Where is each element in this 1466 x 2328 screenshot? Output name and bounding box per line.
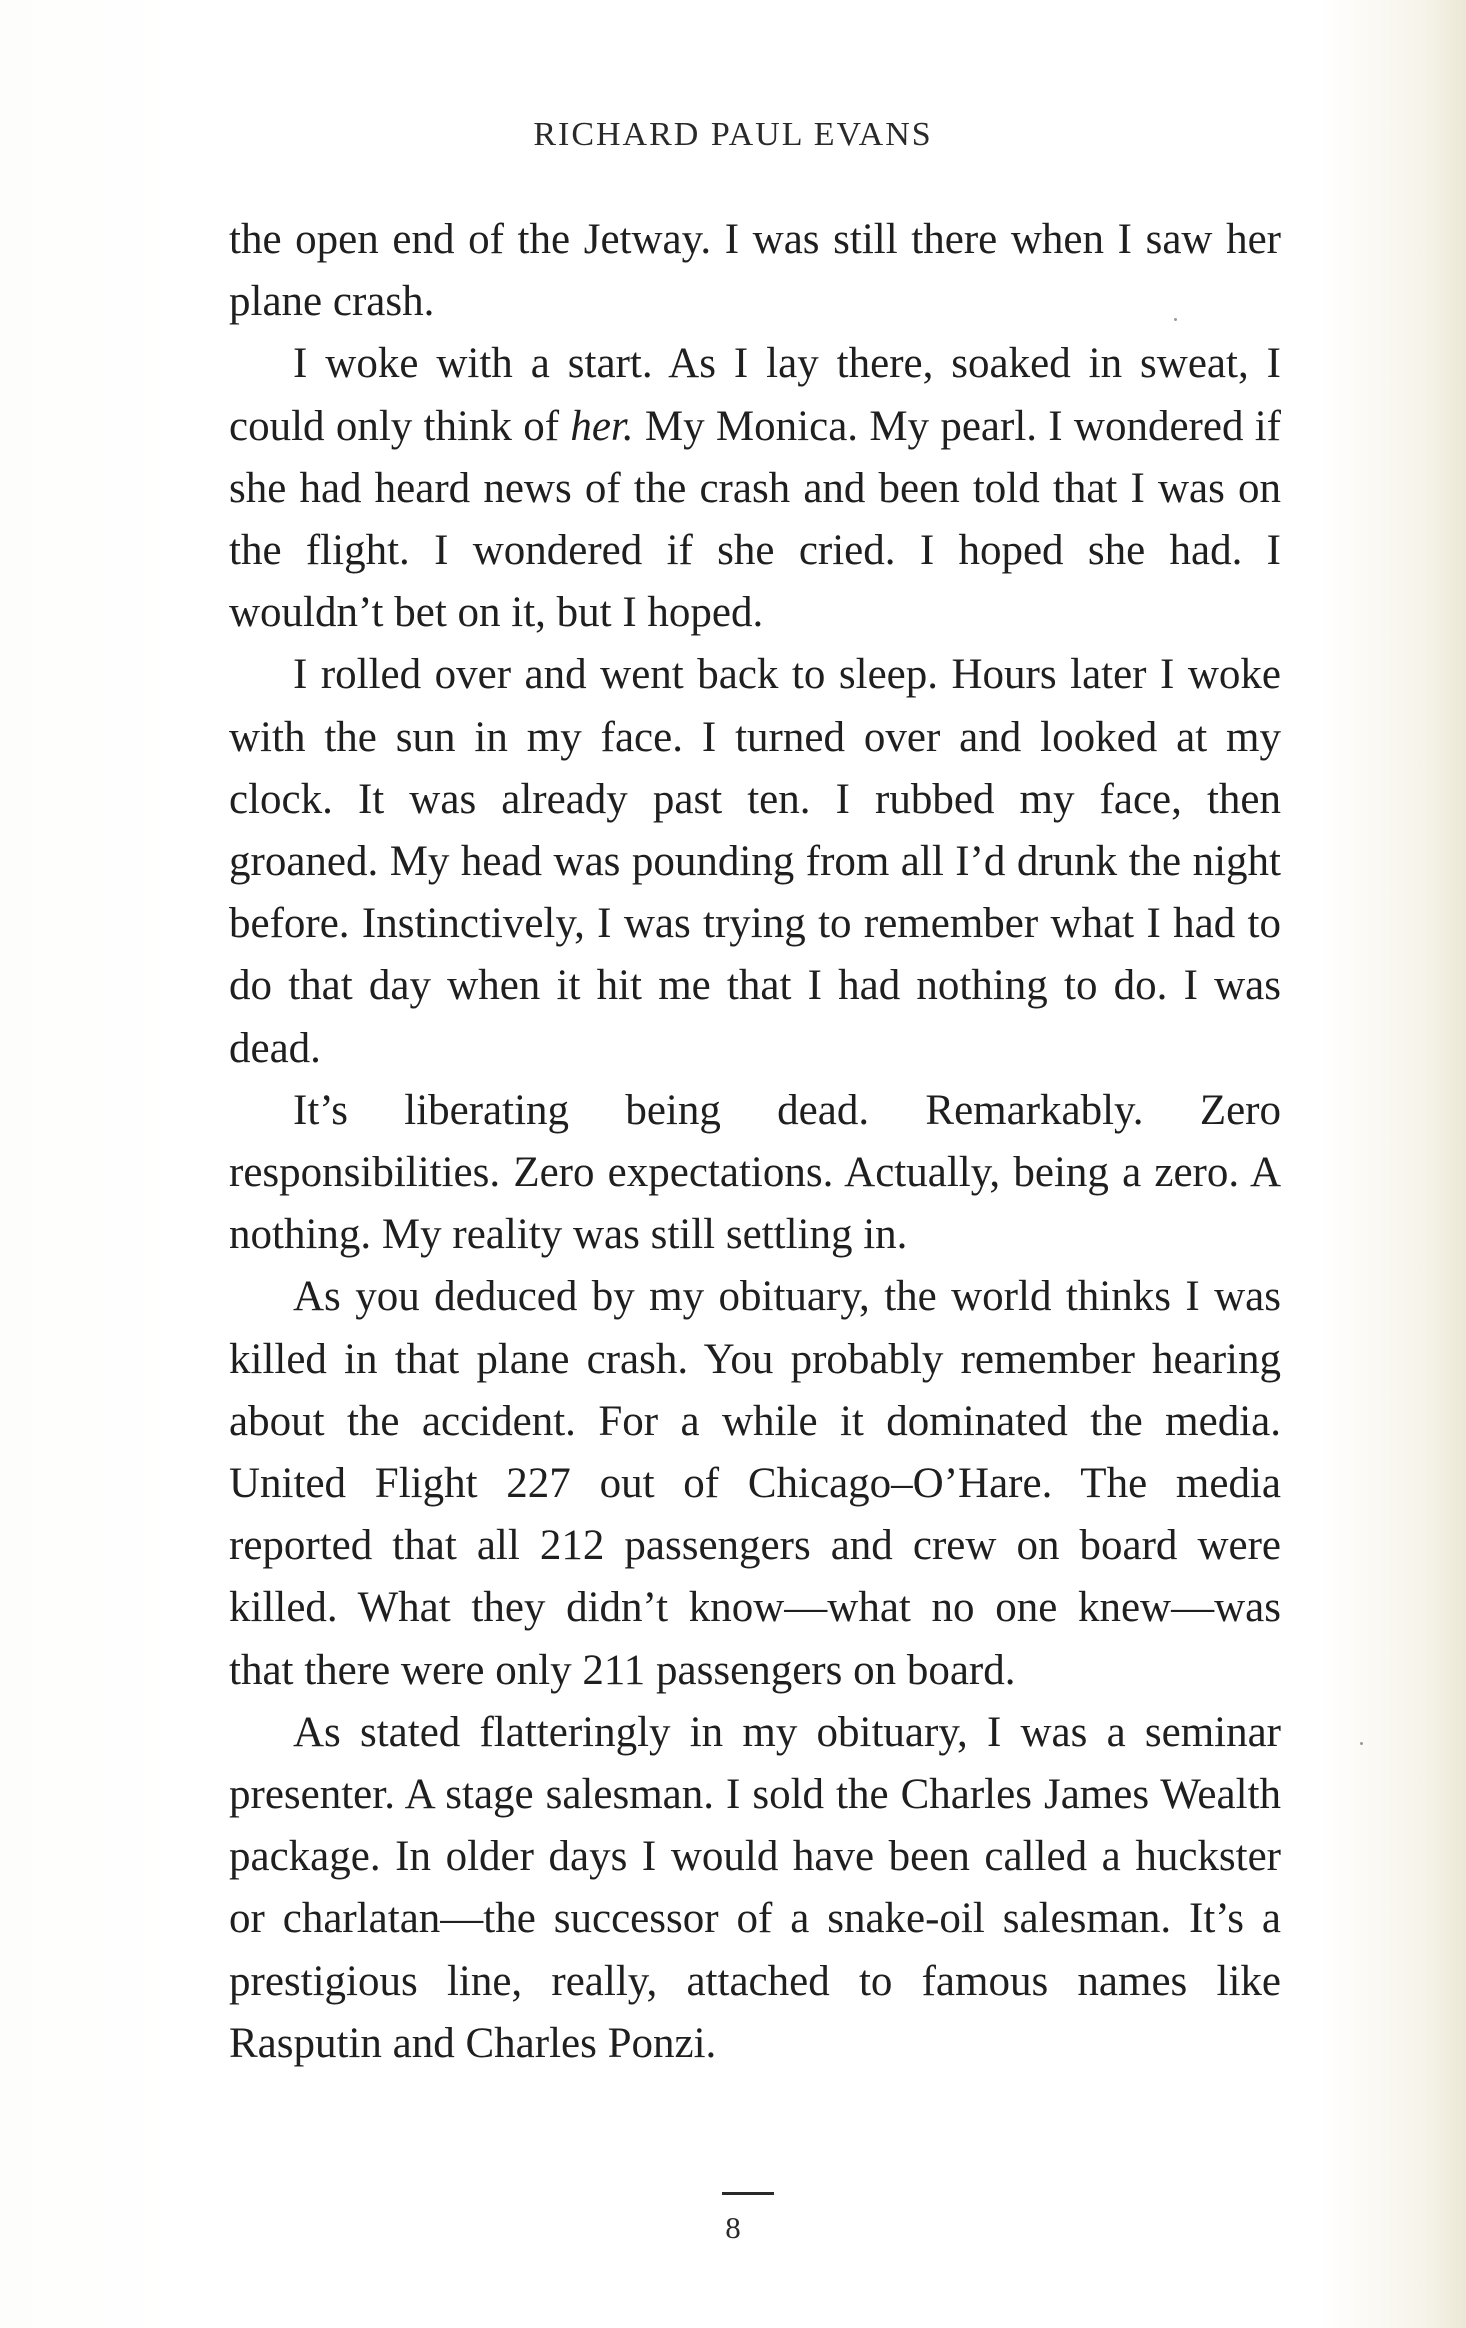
folio-rule <box>722 2192 774 2195</box>
paper-speck <box>1174 318 1177 321</box>
running-head: RICHARD PAUL EVANS <box>533 116 933 153</box>
paragraph-text: It’s liberating being dead. Remarkably. Zero responsibilities. Zero expectations. Actually, being a zero. A nothing. My reality was still settling in. <box>229 1086 1281 1259</box>
paragraph-text: I rolled over and went back to sleep. Hours later I woke with the sun in my face. I turned over and looked at my clock. It was already past ten. I rubbed my face, then groaned. My head was pounding from all I’d drunk the night before. Instinctively, I was trying to remember what I had to do that day when it hit me that I had nothing to do. I was dead. <box>229 651 1281 1072</box>
paragraph <box>229 1080 1281 1267</box>
paragraph <box>229 644 1281 1079</box>
paragraph-text: As stated flatteringly in my obituary, I was a seminar presenter. A stage salesman. I sold the Charles James Wealth package. In older days I would have been called a huckster or charlatan—the successor of a snake-oil salesman. It’s a prestigious line, really, attached to famous names like Rasputin and Charles Ponzi. <box>229 1708 1281 2067</box>
page-number: 8 <box>725 2210 741 2245</box>
paragraph <box>229 333 1281 644</box>
paragraph-text: As you deduced by my obituary, the world thinks I was killed in that plane crash. You probably remember hearing about the accident. For a while it dominated the media. United Flight 227 out of Chicago–O’Hare. The media reported that all 212 passengers and crew on board were killed. What they didn’t know—what no one knew—was that there were only 211 passengers on board. <box>229 1273 1281 1694</box>
emphasis-text: her. <box>570 402 634 450</box>
paragraph-text: I woke with a start. As I lay there, soaked in sweat, I could only think of <box>229 340 1281 450</box>
paper-speck <box>1360 1742 1363 1745</box>
paragraph-text: My Monica. My pearl. I wondered if she had heard news of the crash and been told that I was on the flight. I wondered if she cried. I hoped she had. I wouldn’t bet on it, but I hoped. <box>229 402 1281 637</box>
paragraph <box>229 1266 1281 1701</box>
paragraph <box>229 1702 1281 2075</box>
paragraph-text: the open end of the Jetway. I was still there when I saw her plane crash. <box>229 216 1281 326</box>
paragraph <box>229 209 1281 333</box>
body-text <box>229 209 1281 2075</box>
